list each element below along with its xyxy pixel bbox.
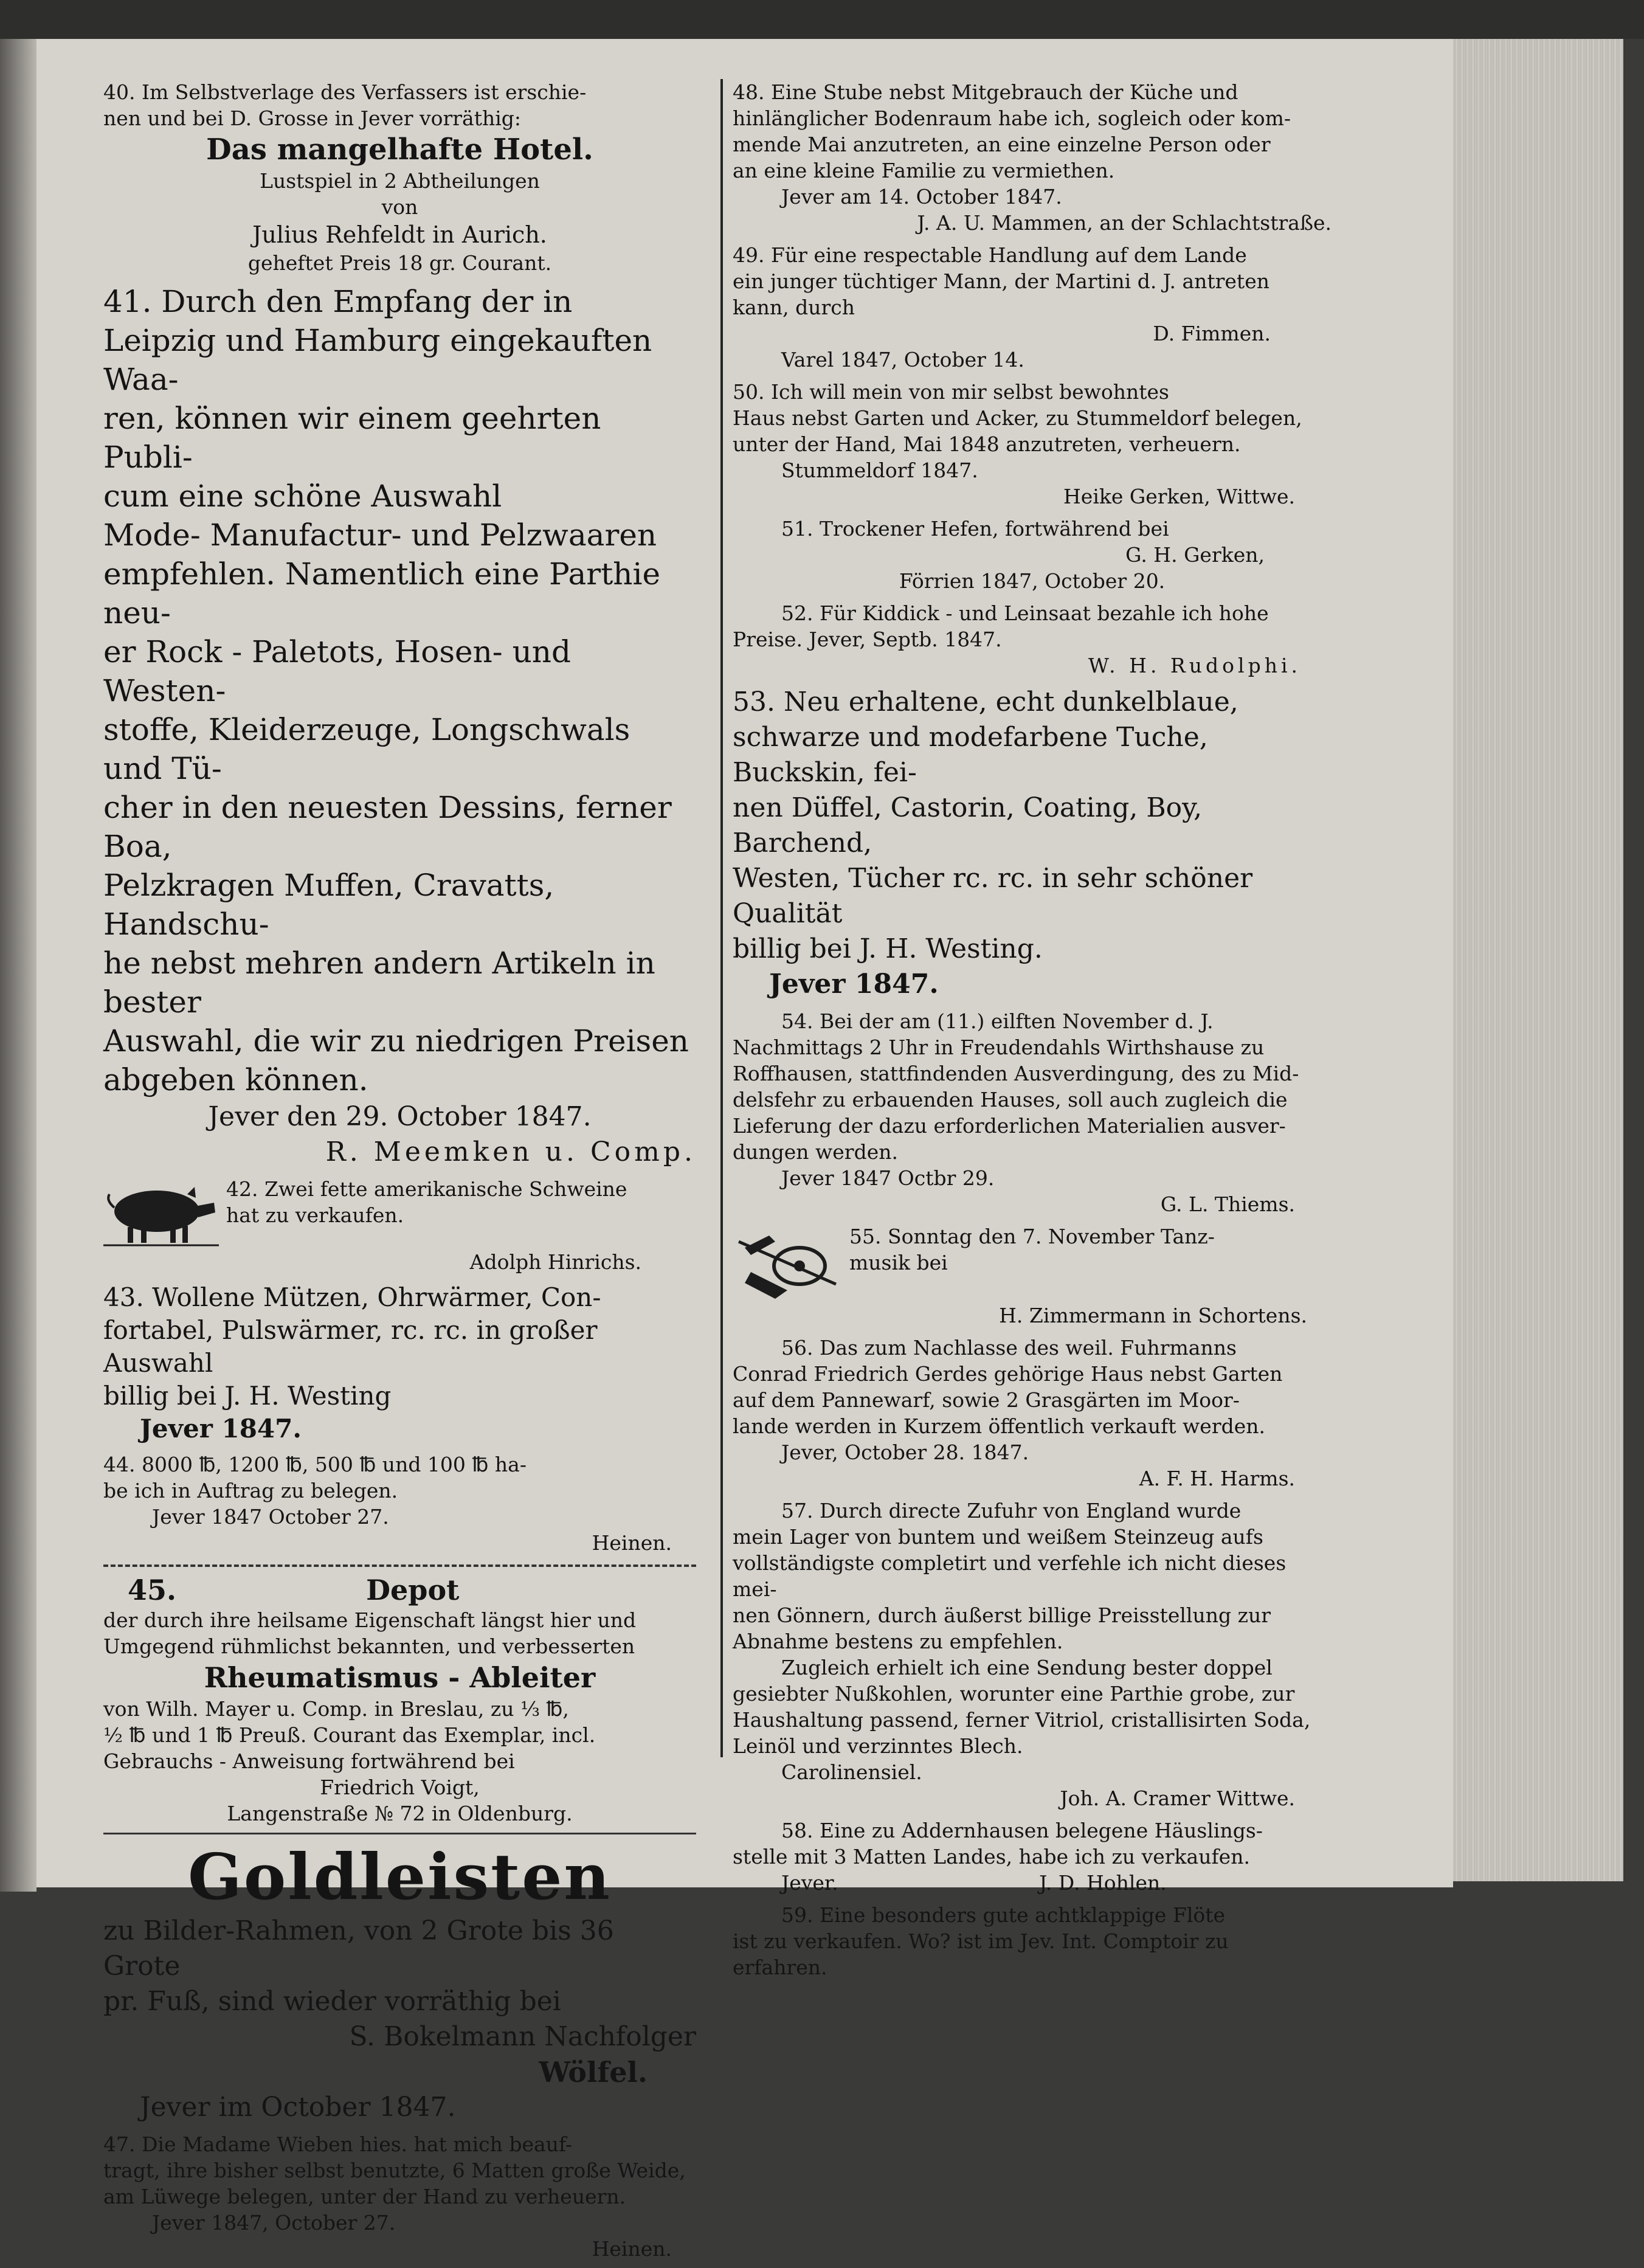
advert-58 <box>733 1817 1331 1896</box>
advert-text: billig bei J. H. Westing. <box>733 933 1043 964</box>
advert-signature: D. Fimmen. <box>1153 322 1271 345</box>
advert-title: Das mangelhafte Hotel. <box>206 133 593 167</box>
advert-text: 48. Eine Stube nebst Mitgebrauch der Küche und <box>733 80 1238 104</box>
advert-signature: Adolph Hinrichs. <box>469 1250 641 1274</box>
advert-52 <box>733 600 1331 679</box>
advert-text: 55. Sonntag den 7. November Tanz- <box>849 1225 1215 1248</box>
advert-51 <box>733 516 1331 594</box>
advert-text: billig bei J. H. Westing <box>103 1381 392 1411</box>
advert-text: 52. Für Kiddick - und Leinsaat bezahle ich hohe <box>781 601 1269 625</box>
advert-text: Umgegend rühmlichst bekannten, und verbesserten <box>103 1634 635 1658</box>
advert-text: 59. Eine besonders gute achtklappige Flöte <box>781 1903 1226 1927</box>
advert-text: be ich in Auftrag zu belegen. <box>103 1479 398 1502</box>
advert-signature: S. Bokelmann Nachfolger <box>349 2021 696 2052</box>
advert-53 <box>733 685 1331 1002</box>
advert-text: nen und bei D. Grosse in Jever vorräthig: <box>103 106 522 130</box>
advert-41 <box>103 282 696 1170</box>
advert-signature: A. F. H. Harms. <box>1139 1467 1295 1490</box>
advert-text: abgeben können. <box>103 1062 368 1098</box>
advert-date: Jever 1847. <box>140 1414 302 1443</box>
advert-text: he nebst mehren andern Artikeln in bester <box>103 946 655 1020</box>
advert-signature: Friedrich Voigt, <box>320 1775 480 1799</box>
advert-date: Jever 1847, October 27. <box>152 2211 396 2235</box>
advert-40 <box>103 79 696 276</box>
advert-signature: R. Meemken u. Comp. <box>325 1136 696 1167</box>
advert-text: stoffe, Kleiderzeuge, Longschwals und Tü- <box>103 712 630 786</box>
advert-text: empfehlen. Namentlich eine Parthie neu- <box>103 556 661 631</box>
advert-text: ren, können wir einem geehrten Publi- <box>103 401 601 475</box>
advert-45 <box>103 1575 696 1827</box>
advert-product: Rheumatismus - Ableiter <box>204 1661 596 1694</box>
advert-subtitle: von <box>381 195 418 219</box>
advert-text: Preise. Jever, Septb. 1847. <box>733 628 1002 651</box>
advert-text: 50. Ich will mein von mir selbst bewohntes <box>733 380 1169 404</box>
pig-illustration-icon <box>103 1176 219 1249</box>
advert-text: ½ ℔ und 1 ℔ Preuß. Courant das Exemplar, incl. <box>103 1723 596 1747</box>
advert-text: 54. Bei der am (11.) eilften November d. J. <box>781 1009 1214 1033</box>
advert-text: Auswahl, die wir zu niedrigen Preisen <box>103 1023 689 1059</box>
advert-text: zu Bilder-Rahmen, von 2 Grote bis 36 Grote <box>103 1915 614 1982</box>
advert-signature: Heike Gerken, Wittwe. <box>1063 485 1295 508</box>
advert-subtitle: Lustspiel in 2 Abtheilungen <box>260 169 540 193</box>
advert-text: 42. Zwei fette amerikanische Schweine <box>226 1177 627 1201</box>
advert-signature: J. A. U. Mammen, an der Schlachtstraße. <box>917 211 1331 235</box>
guitar-illustration-icon <box>733 1223 842 1302</box>
advert-text: ein junger tüchtiger Mann, der Martini d. J. antreten <box>733 269 1269 293</box>
advert-text: hat zu verkaufen. <box>226 1203 404 1227</box>
advert-text: tragt, ihre bisher selbst benutzte, 6 Matten große Weide, <box>103 2159 686 2182</box>
advert-text: erfahren. <box>733 1955 827 1979</box>
advert-text: 43. Wollene Mützen, Ohrwärmer, Con- <box>103 1282 601 1312</box>
left-column <box>103 79 696 2268</box>
advert-48 <box>733 79 1331 236</box>
advert-signature: Heinen. <box>592 2237 672 2261</box>
advert-text: auf dem Pannewarf, sowie 2 Grasgärten im Moor- <box>733 1388 1240 1412</box>
advert-57 <box>733 1498 1331 1811</box>
advert-separator <box>103 1833 696 1834</box>
advert-signature: Wölfel. <box>539 2056 648 2089</box>
advert-headline: Goldleisten <box>188 1839 612 1914</box>
advert-text: Nachmittags 2 Uhr in Freudendahls Wirthshause zu <box>733 1035 1265 1059</box>
advert-43 <box>103 1281 696 1445</box>
advert-date: Jever 1847. <box>769 969 939 1000</box>
advert-signature: G. H. Gerken, <box>1125 543 1265 567</box>
advert-text: Haus nebst Garten und Acker, zu Stummeldorf belegen, <box>733 406 1302 430</box>
advert-49 <box>733 242 1331 373</box>
advert-signature: Heinen. <box>592 1531 672 1555</box>
advert-text: 58. Eine zu Addernhausen belegene Häuslings- <box>781 1819 1263 1842</box>
advert-50 <box>733 379 1331 510</box>
advert-date: Jever den 29. October 1847. <box>208 1101 592 1132</box>
advert-text: Abnahme bestens zu empfehlen. <box>733 1630 1063 1653</box>
advert-text: 56. Das zum Nachlasse des weil. Fuhrmanns <box>781 1336 1237 1360</box>
advert-text: 49. Für eine respectable Handlung auf dem Lande <box>733 243 1247 267</box>
advert-author: Julius Rehfeldt in Aurich. <box>252 221 547 248</box>
advert-text: cher in den neuesten Dessins, ferner Boa, <box>103 790 672 864</box>
advert-date: Förrien 1847, October 20. <box>899 569 1166 593</box>
advert-text: 57. Durch directe Zufuhr von England wurde <box>781 1499 1242 1523</box>
advert-text: 51. Trockener Hefen, fortwährend bei <box>781 517 1169 541</box>
right-column <box>733 79 1331 1986</box>
book-gutter <box>0 39 36 1892</box>
advert-56 <box>733 1335 1331 1492</box>
advert-price: geheftet Preis 18 gr. Courant. <box>247 251 552 275</box>
advert-date: Varel 1847, October 14. <box>781 348 1024 372</box>
advert-signature: J. D. Hohlen. <box>1039 1871 1167 1895</box>
advert-text: Leinöl und verzinntes Blech. <box>733 1734 1023 1758</box>
advert-date: Jever, October 28. 1847. <box>781 1440 1029 1464</box>
advert-date: Jever 1847 October 27. <box>152 1505 389 1529</box>
advert-text: musik bei <box>849 1251 948 1274</box>
advert-text: schwarze und modefarbene Tuche, Buckskin, fei- <box>733 722 1208 788</box>
advert-text: 47. Die Madame Wieben hies. hat mich beauf- <box>103 2132 573 2156</box>
advert-text: er Rock - Paletots, Hosen- und Westen- <box>103 634 571 708</box>
advert-text: vollständigste completirt und verfehle ich nicht dieses mei- <box>733 1551 1287 1601</box>
advert-text: gesiebter Nußkohlen, worunter eine Parthie grobe, zur <box>733 1682 1295 1706</box>
advert-signature: W. H. Rudolphi. <box>1088 654 1301 677</box>
advert-text: nen Düffel, Castorin, Coating, Boy, Barchend, <box>733 792 1203 859</box>
advert-text: Zugleich erhielt ich eine Sendung bester doppel <box>781 1656 1273 1679</box>
advert-separator <box>103 1564 696 1567</box>
advert-text: mein Lager von buntem und weißem Steinzeug aufs <box>733 1525 1263 1549</box>
advert-number: 45. <box>128 1574 177 1606</box>
advert-text: Haushaltung passend, ferner Vitriol, cristallisirten Soda, <box>733 1708 1311 1732</box>
advert-text: Lieferung der dazu erforderlichen Materialien ausver- <box>733 1114 1286 1138</box>
advert-text: lande werden in Kurzem öffentlich verkauft werden. <box>733 1414 1265 1438</box>
advert-46 <box>103 1841 696 2125</box>
advert-text: pr. Fuß, sind wieder vorräthig bei <box>103 1986 561 2017</box>
advert-heading-row <box>103 1575 696 1607</box>
advert-text: Roffhausen, stattfindenden Ausverdingung, des zu Mid- <box>733 1062 1299 1085</box>
advert-54 <box>733 1008 1331 1217</box>
advert-text: unter der Hand, Mai 1848 anzutreten, verheuern. <box>733 432 1241 456</box>
advert-55 <box>733 1223 1331 1329</box>
advert-text: 44. 8000 ℔, 1200 ℔, 500 ℔ und 100 ℔ ha- <box>103 1453 527 1476</box>
advert-text: der durch ihre heilsame Eigenschaft längst hier und <box>103 1608 637 1632</box>
advert-heading: Depot <box>366 1574 460 1606</box>
advert-text: am Lüwege belegen, unter der Hand zu verheuern. <box>103 2185 626 2208</box>
advert-text: kann, durch <box>733 296 855 319</box>
page-edges <box>1453 39 1623 1881</box>
advert-date: Jever am 14. October 1847. <box>781 185 1062 209</box>
advert-signature: H. Zimmermann in Schortens. <box>999 1304 1307 1327</box>
advert-44 <box>103 1451 696 1556</box>
advert-text: delsfehr zu erbauenden Hauses, soll auch zugleich die <box>733 1088 1288 1112</box>
advert-date: Jever. <box>781 1871 838 1895</box>
advert-text: fortabel, Pulswärmer, rc. rc. in großer Auswahl <box>103 1315 598 1378</box>
advert-text: Westen, Tücher rc. rc. in sehr schöner Qualität <box>733 863 1253 929</box>
advert-text: mende Mai anzutreten, an eine einzelne Person oder <box>733 133 1271 156</box>
column-divider <box>720 79 723 1757</box>
advert-text: ist zu verkaufen. Wo? ist im Jev. Int. Comptoir zu <box>733 1929 1229 1953</box>
advert-place: Carolinensiel. <box>781 1760 922 1784</box>
advert-text: nen Gönnern, durch äußerst billige Preisstellung zur <box>733 1603 1271 1627</box>
advert-date: Jever im October 1847. <box>140 2092 456 2123</box>
advert-text: Conrad Friedrich Gerdes gehörige Haus nebst Garten <box>733 1362 1283 1386</box>
advert-text: an eine kleine Familie zu vermiethen. <box>733 159 1115 182</box>
advert-text: 40. Im Selbstverlage des Verfassers ist erschie- <box>103 80 587 104</box>
advert-date: Stummeldorf 1847. <box>781 458 978 482</box>
advert-42 <box>103 1176 696 1275</box>
advert-text: von Wilh. Mayer u. Comp. in Breslau, zu ⅓ ℔, <box>103 1697 569 1721</box>
advert-text: Gebrauchs - Anweisung fortwährend bei <box>103 1749 515 1773</box>
advert-footer-row <box>733 1870 1331 1896</box>
advert-text: hinlänglicher Bodenraum habe ich, sogleich oder kom- <box>733 106 1291 130</box>
advert-47 <box>103 2131 696 2262</box>
advert-text: 41. Durch den Empfang der in <box>103 284 573 319</box>
advert-text: 53. Neu erhaltene, echt dunkelblaue, <box>733 686 1238 717</box>
advert-date: Jever 1847 Octbr 29. <box>781 1166 995 1190</box>
advert-text: stelle mit 3 Matten Landes, habe ich zu verkaufen. <box>733 1845 1250 1869</box>
advert-text: Leipzig und Hamburg eingekauften Waa- <box>103 323 652 397</box>
advert-signature: Joh. A. Cramer Wittwe. <box>1060 1786 1295 1810</box>
advert-59 <box>733 1902 1331 1980</box>
advert-text: Mode- Manufactur- und Pelzwaaren <box>103 517 657 553</box>
advert-address: Langenstraße № 72 in Oldenburg. <box>227 1802 573 1825</box>
scan-top-border <box>0 0 1644 39</box>
advert-signature: G. L. Thiems. <box>1160 1192 1295 1216</box>
advert-text: dungen werden. <box>733 1140 898 1164</box>
advert-text: cum eine schöne Auswahl <box>103 479 502 514</box>
advert-text: Pelzkragen Muffen, Cravatts, Handschu- <box>103 868 554 942</box>
